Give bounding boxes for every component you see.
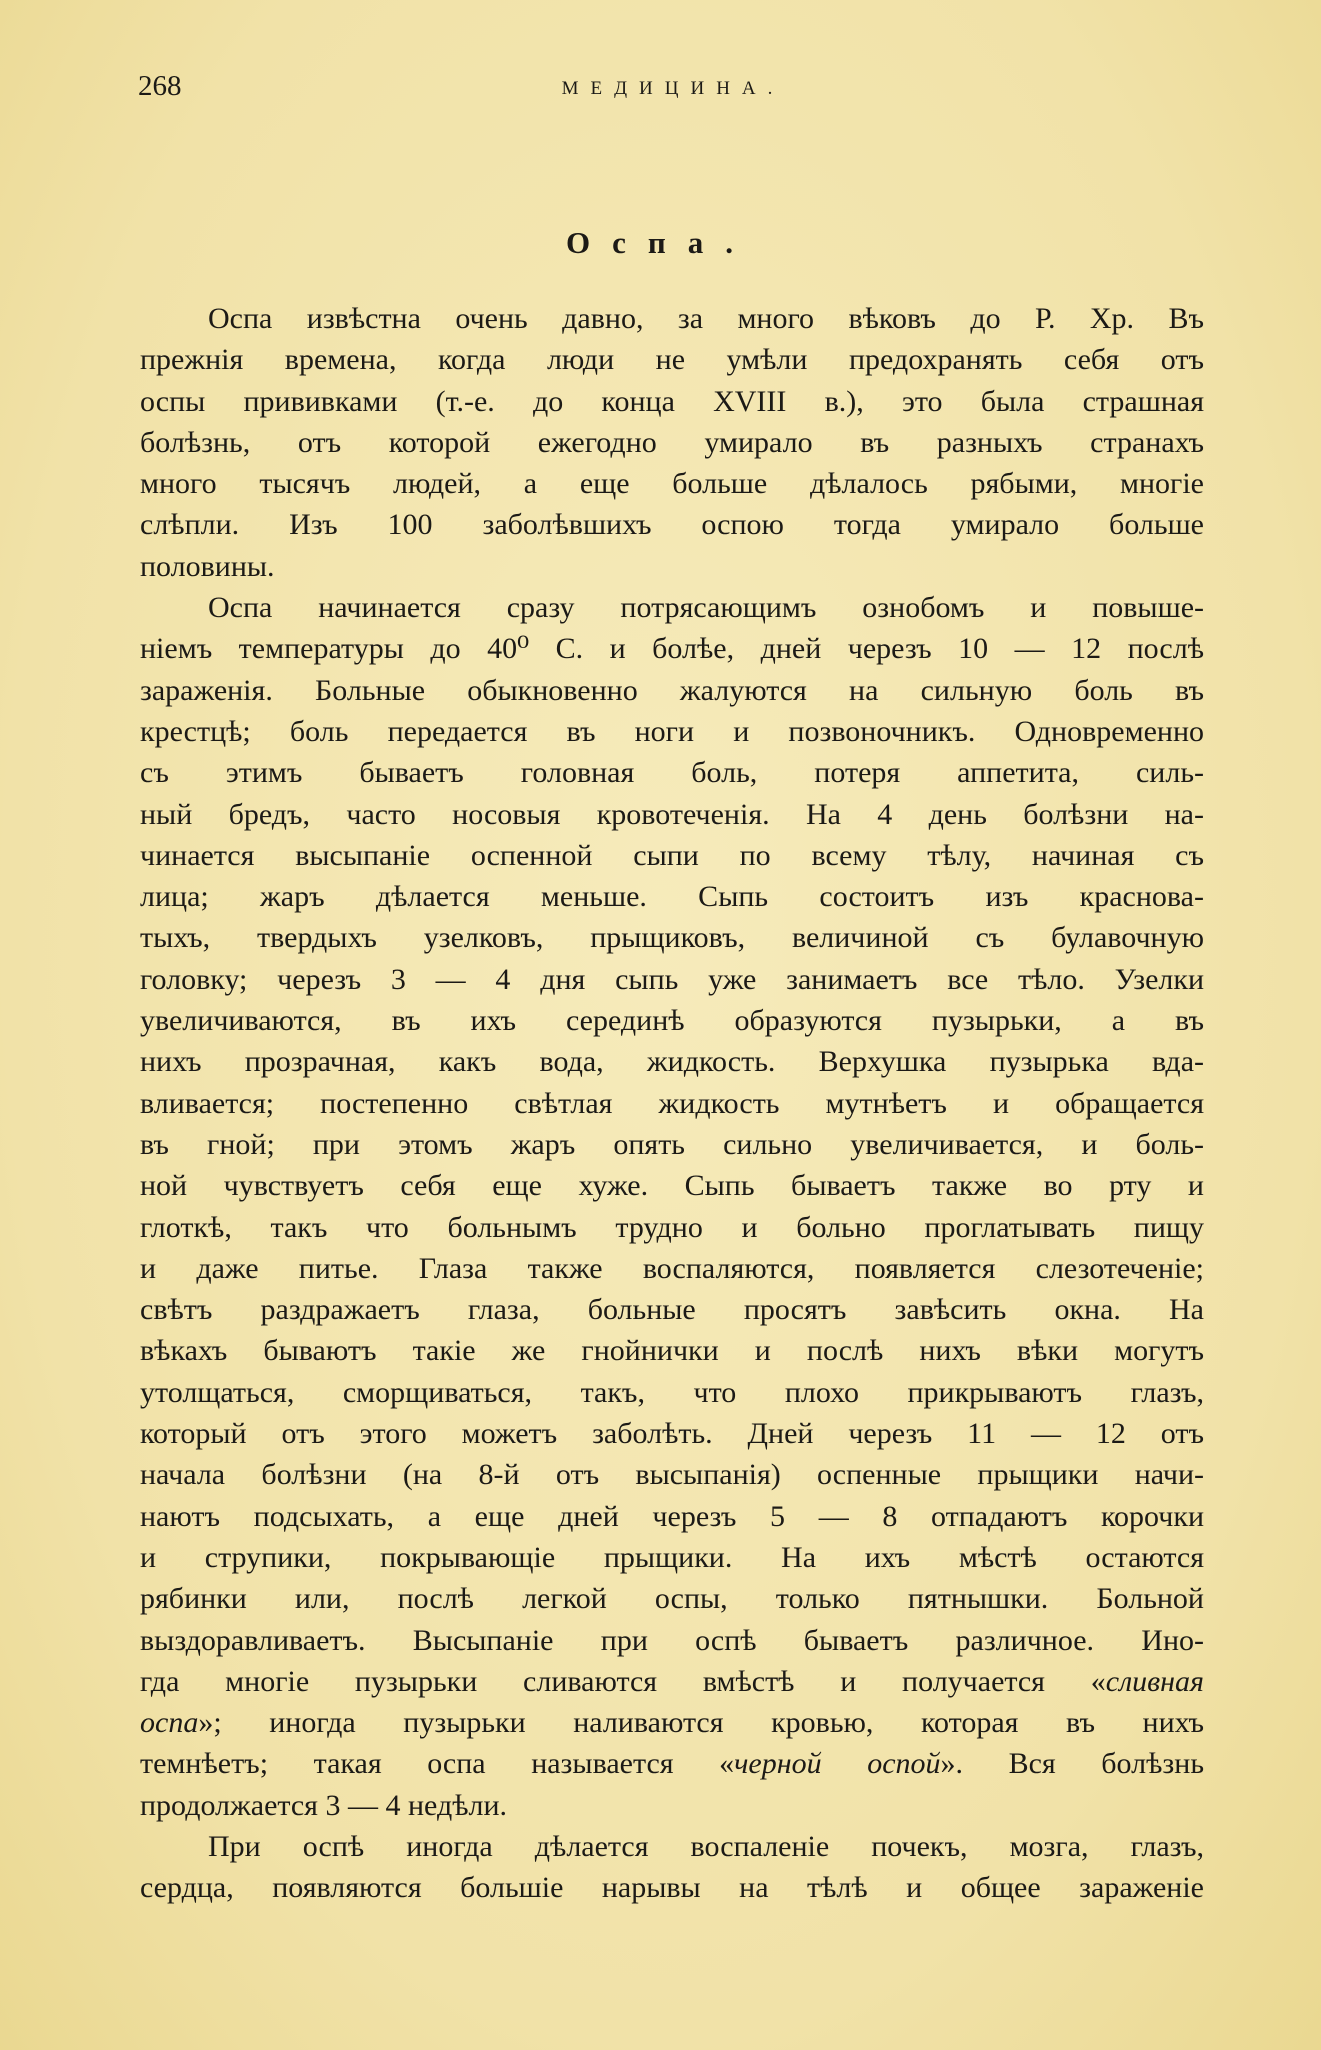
text-line: прежнія времена, когда люди не умѣли предохранять себя отъ xyxy=(140,343,1204,377)
text-line: свѣтъ раздражаетъ глаза, больные просятъ завѣсить окна. На xyxy=(140,1293,1204,1327)
text-line: въ гной; при этомъ жаръ опять сильно увеличивается, и боль- xyxy=(140,1127,1204,1161)
text-line: При оспѣ иногда дѣлается воспаленіе почекъ, мозга, глазъ, xyxy=(208,1829,1204,1863)
text-line: начала болѣзни (на 8-й отъ высыпанія) оспенные прыщики начи- xyxy=(140,1458,1204,1492)
text-line: болѣзнь, отъ которой ежегодно умирало въ разныхъ странахъ xyxy=(140,425,1204,459)
text-line: и струпики, покрывающіе прыщики. На ихъ мѣстѣ остаются xyxy=(140,1540,1204,1574)
text-line: вѣкахъ бываютъ такіе же гнойнички и послѣ нихъ вѣки могутъ xyxy=(140,1334,1204,1368)
section-title: Оспа. xyxy=(566,225,755,260)
text-line: нихъ прозрачная, какъ вода, жидкость. Верхушка пузырька вда- xyxy=(140,1045,1204,1079)
text-line: сердца, появляются большіе нарывы на тѣлѣ и общее зараженіе xyxy=(140,1871,1204,1905)
text-line: Оспа извѣстна очень давно, за много вѣковъ до Р. Хр. Въ xyxy=(208,302,1204,335)
text-line: слѣпли. Изъ 100 заболѣвшихъ оспою тогда умирало больше xyxy=(140,508,1204,542)
text-line: увеличиваются, въ ихъ серединѣ образуются пузырьки, а въ xyxy=(140,1004,1204,1038)
text-line: крестцѣ; боль передается въ ноги и позвоночникъ. Одновременно xyxy=(140,714,1204,748)
article-body xyxy=(140,298,1204,1909)
text-line: ный бредъ, часто носовыя кровотеченія. На 4 день болѣзни на- xyxy=(140,797,1204,831)
text-line: Оспа начинается сразу потрясающимъ ознобомъ и повыше- xyxy=(208,591,1204,625)
text-line: наютъ подсыхать, а еще дней черезъ 5 — 8 отпадаютъ корочки xyxy=(140,1499,1204,1533)
text-line: продолжается 3 — 4 недѣли. xyxy=(140,1788,508,1822)
text-line: утолщаться, сморщиваться, такъ, что плохо прикрываютъ глазъ, xyxy=(140,1375,1204,1409)
text-line: головку; черезъ 3 — 4 дня сыпь уже занимаетъ все тѣло. Узелки xyxy=(140,962,1204,996)
page-header xyxy=(138,70,1208,110)
text-line: оспа»; иногда пузырьки наливаются кровью, которая въ нихъ xyxy=(140,1706,1204,1740)
text-line: ной чувствуетъ себя еще хуже. Сыпь бываетъ также во рту и xyxy=(140,1169,1204,1203)
text-line: зараженія. Больные обыкновенно жалуются на сильную боль въ xyxy=(140,673,1204,707)
text-line: много тысячъ людей, а еще больше дѣлалось рябыми, многіе xyxy=(140,467,1204,501)
text-line: рябинки или, послѣ легкой оспы, только пятнышки. Больной xyxy=(140,1582,1204,1616)
text-line: выздоравливаетъ. Высыпаніе при оспѣ бываетъ различное. Ино- xyxy=(140,1623,1204,1657)
page-number: 268 xyxy=(138,70,182,102)
text-line: глоткѣ, такъ что больнымъ трудно и больно проглатывать пищу xyxy=(140,1210,1204,1244)
text-line: гда многіе пузырьки сливаются вмѣстѣ и получается «сливная xyxy=(140,1664,1204,1698)
text-line: съ этимъ бываетъ головная боль, потеря аппетита, силь- xyxy=(140,756,1204,790)
text-line: ніемъ температуры до 40⁰ С. и болѣе, дней черезъ 10 — 12 послѣ xyxy=(140,632,1204,666)
text-line: тыхъ, твердыхъ узелковъ, прыщиковъ, величиной съ булавочную xyxy=(140,921,1204,955)
text-line: половины. xyxy=(140,549,275,583)
text-line: темнѣетъ; такая оспа называется «черной оспой». Вся болѣзнь xyxy=(140,1747,1205,1781)
text-line: и даже питье. Глаза также воспаляются, появляется слезотеченіе; xyxy=(140,1251,1204,1285)
text-line: чинается высыпаніе оспенной сыпи по всему тѣлу, начиная съ xyxy=(140,838,1204,872)
text-line: лица; жаръ дѣлается меньше. Сыпь состоитъ изъ краснова- xyxy=(140,880,1204,914)
running-head: МЕДИЦИНА. xyxy=(561,78,785,99)
text-line: который отъ этого можетъ заболѣть. Дней черезъ 11 — 12 отъ xyxy=(140,1417,1204,1451)
text-line: оспы прививками (т.-е. до конца XVIII в.), это была страшная xyxy=(140,384,1204,418)
text-line: вливается; постепенно свѣтлая жидкость мутнѣетъ и обращается xyxy=(140,1086,1204,1120)
